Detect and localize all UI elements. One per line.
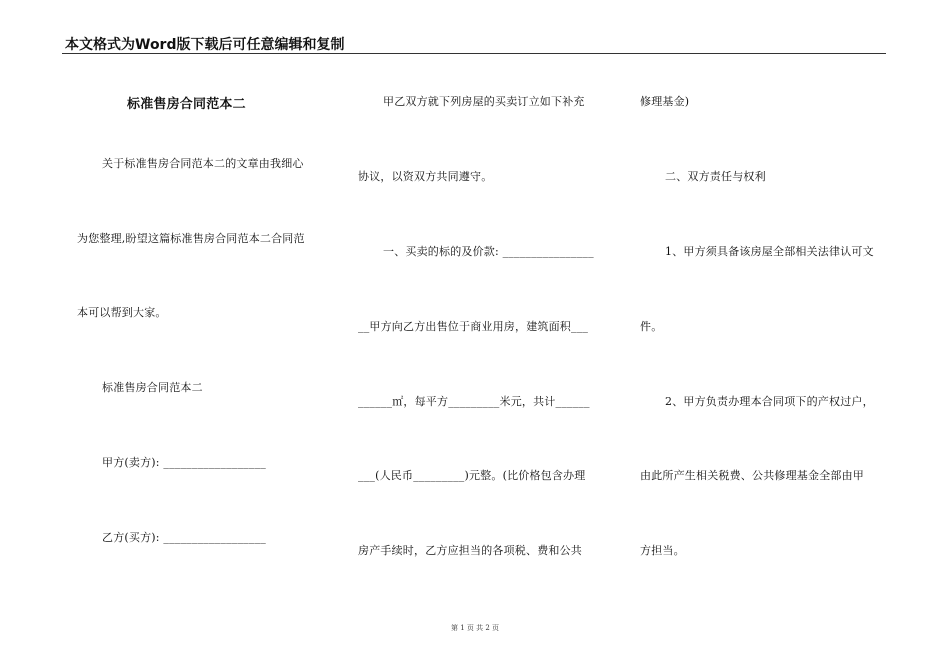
- paragraph-line: __甲方向乙方出售位于商业用房，建筑面积___: [358, 320, 589, 333]
- header-divider: [62, 53, 886, 54]
- paragraph-line: 方担当。: [640, 544, 685, 557]
- contract-title: 标准售房合同范本二: [127, 97, 246, 112]
- paragraph-line: 协议，以资双方共同遵守。: [358, 170, 493, 183]
- paragraph-line: ___(人民币_________)元整。(比价格包含办理: [358, 469, 586, 482]
- paragraph-line: 2、甲方负责办理本合同项下的产权过户，: [665, 395, 874, 408]
- paragraph-line: 房产手续时，乙方应担当的各项税、费和公共: [358, 544, 582, 557]
- party-a-line: 甲方(卖方): __________________: [102, 456, 266, 469]
- paragraph-line: 修理基金): [640, 95, 690, 108]
- paragraph-line: 本可以帮到大家。: [77, 306, 167, 319]
- paragraph-line: 关于标准售房合同范本二的文章由我细心: [102, 157, 304, 170]
- clause-heading: 一、买卖的标的及价款: ________________: [383, 245, 594, 258]
- document-header: 本文格式为Word版下载后可任意编辑和复制: [65, 37, 345, 53]
- paragraph-line: 为您整理,盼望这篇标准售房合同范本二合同范: [77, 232, 305, 245]
- paragraph-line: 甲乙双方就下列房屋的买卖订立如下补充: [383, 95, 585, 108]
- clause-heading: 二、双方责任与权利: [665, 170, 766, 183]
- paragraph-line: 件。: [640, 320, 663, 333]
- paragraph-line: ______㎡，每平方_________米元，共计______: [358, 395, 590, 408]
- paragraph-line: 1、甲方须具备该房屋全部相关法律认可文: [665, 245, 874, 258]
- section-heading: 标准售房合同范本二: [102, 381, 203, 394]
- party-b-line: 乙方(买方): __________________: [102, 531, 266, 544]
- page-number: 第 1 页 共 2 页: [450, 624, 500, 632]
- paragraph-line: 由此所产生相关税费、公共修理基金全部由甲: [640, 469, 864, 482]
